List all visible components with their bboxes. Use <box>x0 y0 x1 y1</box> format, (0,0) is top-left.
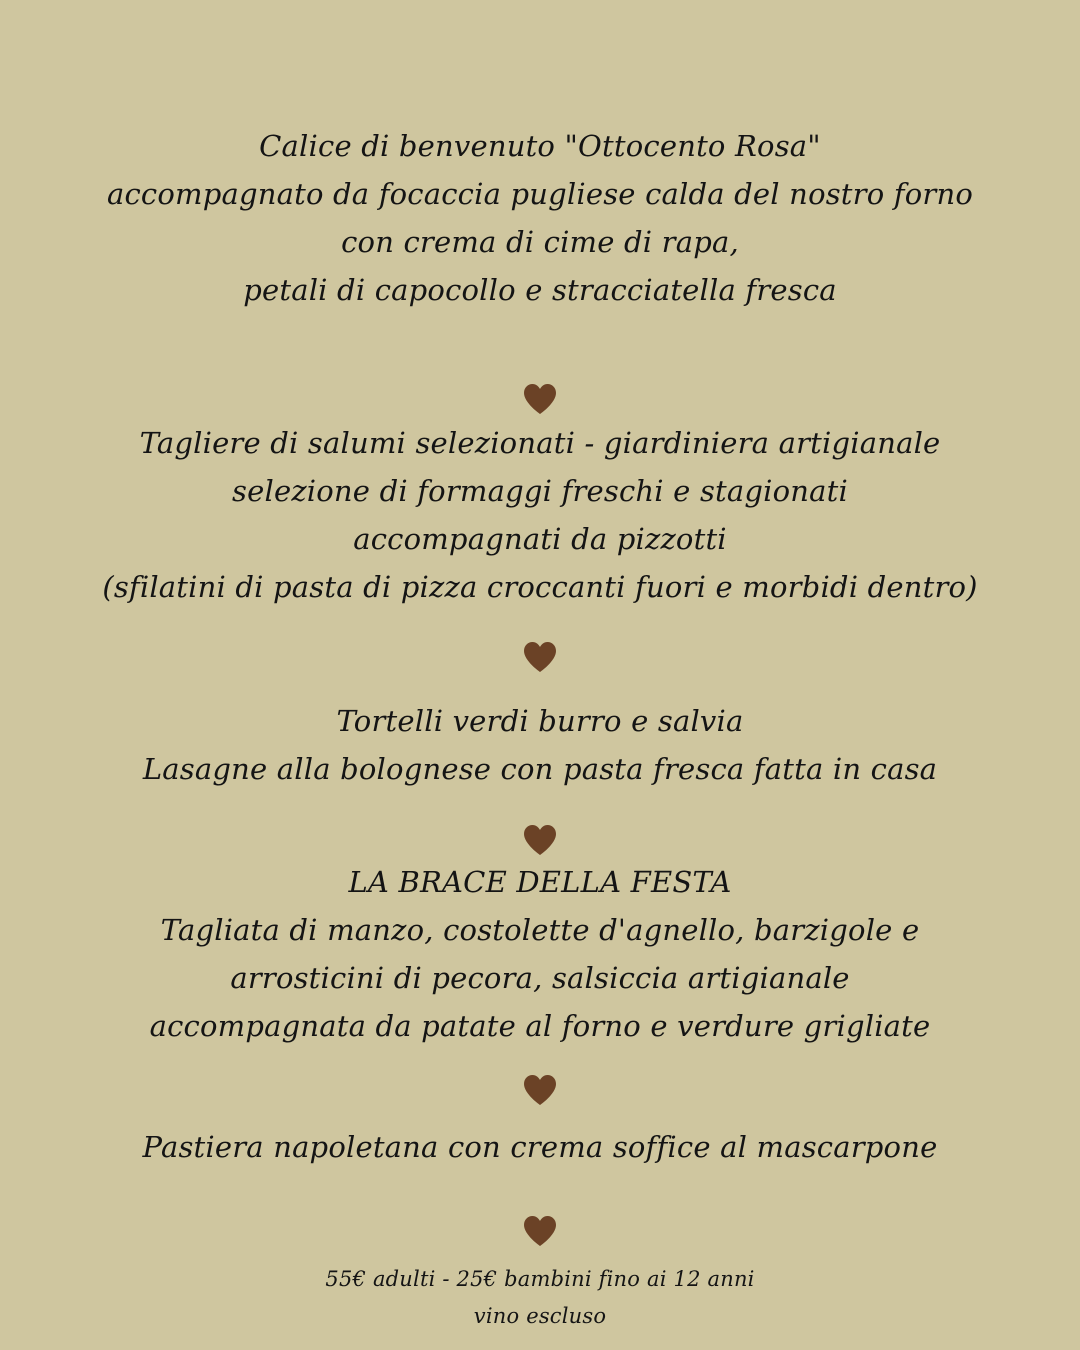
menu-line-primi: Lasagne alla bolognese con pasta fresca fatta in casa <box>142 752 938 786</box>
heart-icon <box>522 824 558 856</box>
menu-line-secondi: arrosticini di pecora, salsiccia artigianale <box>230 961 850 995</box>
wine-note: vino escluso <box>473 1304 607 1328</box>
menu-line-antipasti: Tagliere di salumi selezionati - giardiniera artigianale <box>139 426 941 460</box>
heart-icon <box>522 1074 558 1106</box>
menu-line-secondi: Tagliata di manzo, costolette d'agnello, barzigole e <box>160 913 920 947</box>
menu-line-antipasti: selezione di formaggi freschi e stagionati <box>232 474 848 508</box>
menu-line-welcome: accompagnato da focaccia pugliese calda del nostro forno <box>107 177 973 211</box>
menu-line-welcome: petali di capocollo e stracciatella fresca <box>243 273 837 307</box>
menu-line-secondi: accompagnata da patate al forno e verdure grigliate <box>149 1009 931 1043</box>
menu-line-secondi-title: LA BRACE DELLA FESTA <box>348 865 732 899</box>
heart-icon <box>522 1215 558 1247</box>
menu-line-welcome: con crema di cime di rapa, <box>341 225 739 259</box>
menu-line-welcome-title: Calice di benvenuto "Ottocento Rosa" <box>259 129 821 163</box>
menu-line-primi: Tortelli verdi burro e salvia <box>336 704 744 738</box>
heart-icon <box>522 641 558 673</box>
menu-line-antipasti: accompagnati da pizzotti <box>353 522 727 556</box>
price-line: 55€ adulti - 25€ bambini fino ai 12 anni <box>325 1267 755 1291</box>
heart-icon <box>522 383 558 415</box>
menu-line-dolce: Pastiera napoletana con crema soffice al mascarpone <box>142 1130 938 1164</box>
menu-line-antipasti: (sfilatini di pasta di pizza croccanti fuori e morbidi dentro) <box>102 570 978 604</box>
